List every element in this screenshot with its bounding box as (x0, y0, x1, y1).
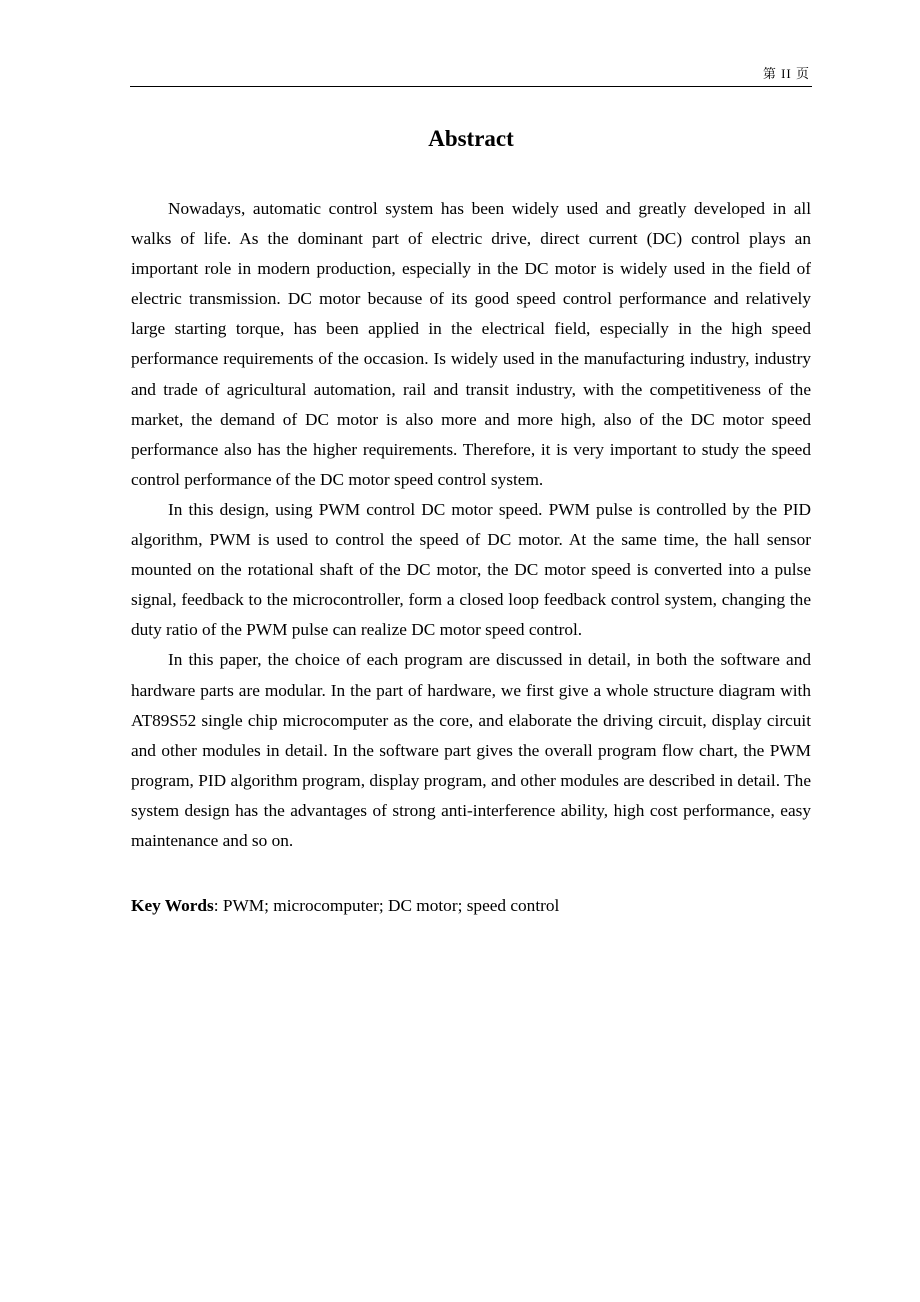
abstract-title: Abstract (428, 126, 514, 151)
abstract-paragraph-2: In this design, using PWM control DC motor speed. PWM pulse is controlled by the PID algorithm, PWM is used to control the speed of DC motor. At the same time, the hall sensor mounted on the rotational shaft of the DC motor, the DC motor speed is converted into a pulse signal, feedback to the microcontroller, form a closed loop feedback control system, changing the duty ratio of the PWM pulse can realize DC motor speed control. (131, 499, 811, 640)
keywords-label: Key Words (131, 896, 214, 915)
page-header (130, 64, 812, 87)
abstract-paragraph-3: In this paper, the choice of each program are discussed in detail, in both the software and hardware parts are modular. In the part of hardware, we first give a whole structure diagram with AT89S52 single chip microcomputer as the core, and elaborate the driving circuit, display circuit and other modules in detail. In the software part gives the overall program flow chart, the PWM program, PID algorithm program, display program, and other modules are described in detail. The system design has the advantages of strong anti-interference ability, high cost performance, easy maintenance and so on. (131, 650, 811, 850)
page-number: 第 II 页 (762, 66, 810, 81)
keywords-separator: : (213, 896, 223, 915)
abstract-body (131, 194, 811, 856)
keywords-line (131, 891, 811, 921)
keywords-text: PWM; microcomputer; DC motor; speed control (222, 896, 560, 915)
abstract-paragraph-1: Nowadays, automatic control system has been widely used and greatly developed in all walks of life. As the dominant part of electric drive, direct current (DC) control plays an important role in modern production, especially in the DC motor is widely used in the field of electric transmission. DC motor because of its good speed control performance and relatively large starting torque, has been applied in the electrical field, especially in the high speed performance requirements of the occasion. Is widely used in the manufacturing industry, industry and trade of agricultural automation, rail and transit industry, with the competitiveness of the market, the demand of DC motor is also more and more high, also of the DC motor speed performance also has the higher requirements. Therefore, it is very important to study the speed control performance of the DC motor speed control system. (131, 199, 811, 489)
